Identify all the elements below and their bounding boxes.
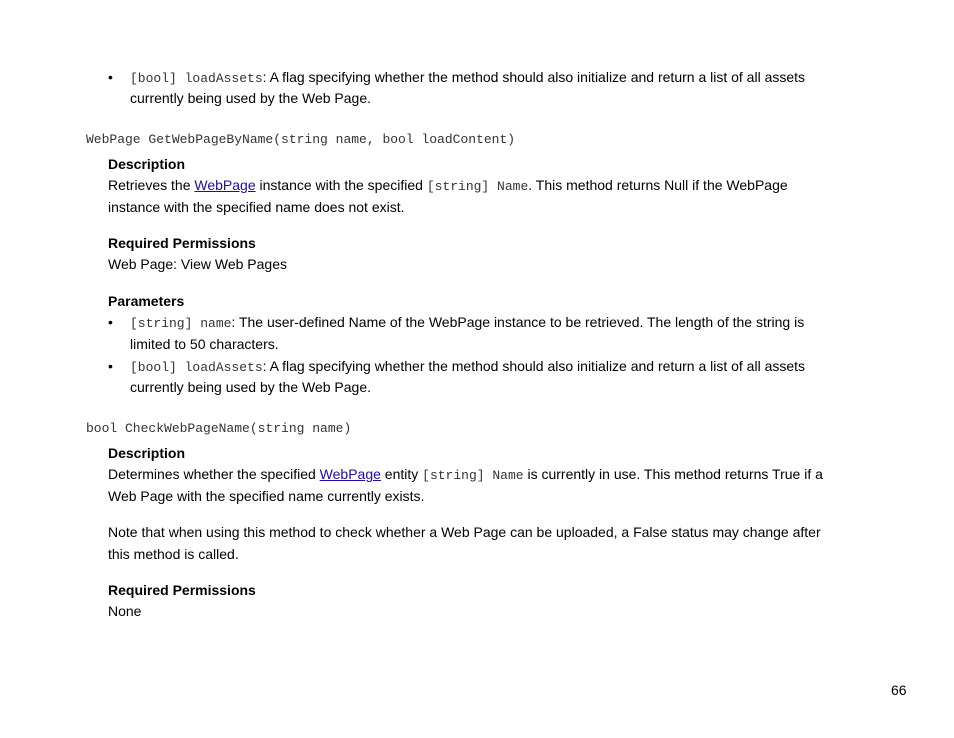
bullet-icon: • — [108, 314, 113, 330]
description-heading: Description — [108, 445, 186, 461]
bullet-line — [130, 68, 805, 88]
webpage-link[interactable]: WebPage — [319, 466, 381, 482]
webpage-link[interactable]: WebPage — [194, 177, 256, 193]
permissions-value: Web Page: View Web Pages — [108, 256, 287, 272]
note-text: Note that when using this method to check whether a Web Page can be uploaded, a False status may change after — [108, 524, 821, 540]
permissions-value: None — [108, 603, 142, 619]
bullet-icon: • — [108, 69, 113, 85]
param-text: : A flag specifying whether the method should also initialize and return a list of all assets — [262, 358, 806, 374]
permissions-heading: Required Permissions — [108, 582, 256, 598]
description-heading: Description — [108, 156, 186, 172]
description-text-part: instance with the specified — [255, 177, 427, 193]
inline-code: [string] Name — [422, 468, 524, 483]
description-text — [108, 465, 823, 485]
param-text: : A flag specifying whether the method should also initialize and return a list of all assets — [262, 69, 806, 85]
param-text-continued: currently being used by the Web Page. — [130, 90, 372, 106]
inline-code: [string] Name — [426, 179, 529, 194]
description-text-part: entity — [380, 466, 423, 482]
param-text-continued: limited to 50 characters. — [130, 336, 279, 352]
description-text-continued: instance with the specified name does not exist. — [108, 199, 405, 215]
param-code: [bool] loadAssets — [130, 71, 263, 86]
description-text-part: is currently in use. This method returns True if a — [523, 466, 823, 482]
method-signature: WebPage GetWebPageByName(string name, bool loadContent) — [86, 132, 516, 147]
permissions-heading: Required Permissions — [108, 235, 256, 251]
description-text-part: Retrieves the — [108, 177, 195, 193]
parameters-heading: Parameters — [108, 293, 185, 309]
param-text: : The user-defined Name of the WebPage instance to be retrieved. The length of the string is — [231, 314, 805, 330]
bullet-icon: • — [108, 358, 113, 374]
bullet-line — [130, 357, 805, 377]
method-signature: bool CheckWebPageName(string name) — [86, 421, 352, 436]
description-text-continued: Web Page with the specified name currently exists. — [108, 488, 425, 504]
description-text-part: . This method returns Null if the WebPage — [528, 177, 788, 193]
param-code: [bool] loadAssets — [130, 360, 263, 375]
note-text-continued: this method is called. — [108, 546, 239, 562]
description-text-part: Determines whether the specified — [108, 466, 320, 482]
param-text-continued: currently being used by the Web Page. — [130, 379, 372, 395]
page-number: 66 — [891, 682, 907, 698]
bullet-line — [130, 313, 804, 333]
description-text — [108, 176, 788, 196]
param-code: [string] name — [130, 316, 232, 331]
